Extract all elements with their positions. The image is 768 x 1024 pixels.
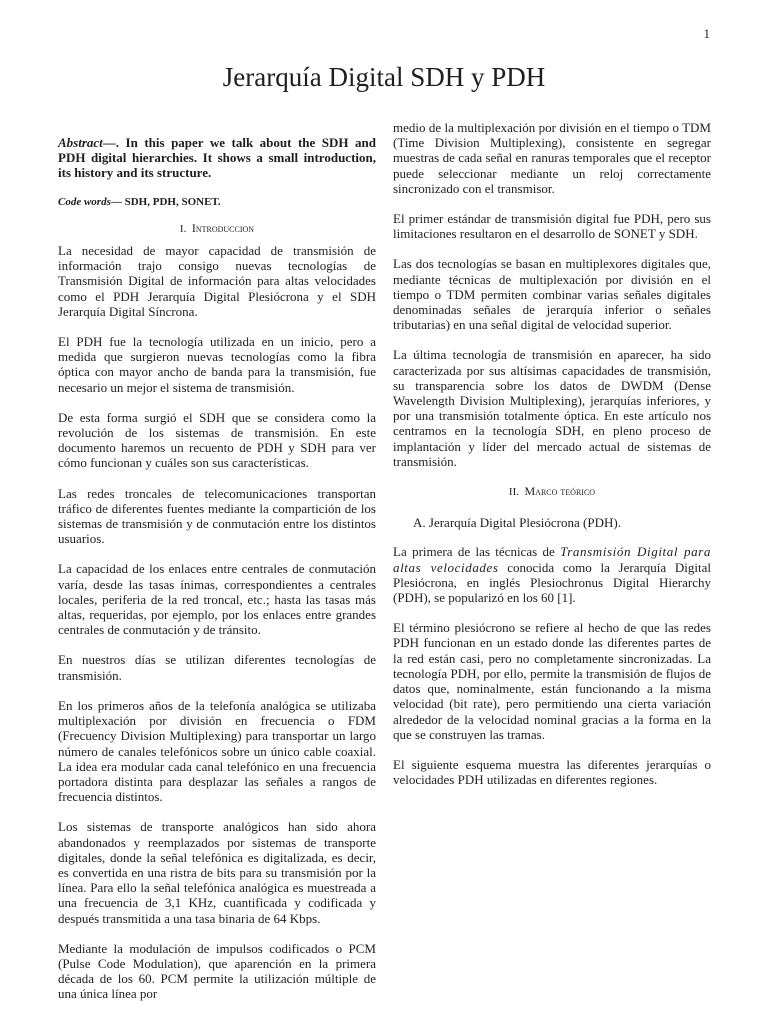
right-column (393, 120, 711, 802)
paragraph: El PDH fue la tecnología utilizada en un inicio, pero a medida que surgieron nuevas tecnologías como la fibra óptica con mayor ancho de banda para la transmisión, fue necesario un mejor el sistema de transmisión. (58, 334, 376, 395)
keywords-text: — SDH, PDH, SONET. (110, 195, 221, 208)
abstract-dash: —. (102, 135, 120, 150)
paragraph: El siguiente esquema muestra las diferentes jerarquías o velocidades PDH utilizadas en diferentes regiones. (393, 756, 711, 788)
pdh-intro-emphasis: Transmisión Digital para altas velocidades (393, 544, 711, 575)
paragraph: La necesidad de mayor capacidad de transmisión de información trajo consigo nuevas tecnologías de Transmisión Digital de información para altas velocidades como el PDH Jerarquía Digital Plesiócrona y el SDH Jerarquía Digital Síncrona. (58, 243, 376, 319)
subsection-heading-pdh: A. Jerarquía Digital Plesiócrona (PDH). (413, 515, 621, 531)
paragraph: Las redes troncales de telecomunicaciones transportan tráfico de diferentes fuentes mediante la compartición de los sistemas de transmisión y de conmutación entre los distintos usuarios. (58, 485, 376, 547)
paragraph: En nuestros días se utilizan diferentes tecnologías de transmisión. (58, 652, 376, 683)
section-number: II. (508, 486, 519, 499)
pdh-intro-after: conocida como la Jerarquía Digital Plesiócrona, en inglés Plesiochronus Digital Hierarchy (PDH), se popularizó en los 60 [1]. (393, 559, 711, 606)
paragraph: La capacidad de los enlaces entre centrales de conmutación varía, desde las tasas ínimas, correspondientes a centrales locales, periferia de la red troncal, etc.; hasta las tasas más altas, requeridas, por ejemplo, por los enlaces entre grandes centrales de conmutación y de tránsito. (58, 561, 376, 638)
paragraph: De esta forma surgió el SDH que se considera como la revolución de los sistemas de transmisión. En este documento haremos un recuento de PDH y SDH para ver cómo funcionan y cuáles son sus características. (58, 409, 376, 471)
pdh-intro-before: La primera de las técnicas de (393, 544, 561, 560)
paragraph: Mediante la modulación de impulsos codificados o PCM (Pulse Code Modulation), que aparención en la primera década de los 60. PCM permite la utilización múltiple de una única línea por (58, 940, 376, 1002)
paragraph: La última tecnología de transmisión en aparecer, ha sido caracterizada por sus altísimas capacidades de transmisión, su transparencia sobre los datos de DWDM (Dense Wavelength Division Multiplexing), jerarquías inferiores, y por una transmisión totalmente óptica. En este artículo nos centramos en la tecnología SDH, en pleno proceso de implantación y líder del mercado actual de sistemas de transmisión. (393, 347, 711, 469)
paragraph-pdh-intro (393, 544, 711, 605)
page-number: 1 (703, 26, 710, 41)
section-heading-introduccion (58, 221, 376, 237)
paragraph: Las dos tecnologías se basan en multiplexores digitales que, mediante técnicas de multiplexación por división en el tiempo o TDM permiten combinar varias señales digitales denominadas señales de jerarquía inferior o señales tributarias) en una señal digital de velocidad superior. (393, 256, 711, 333)
section-title: Marco teórico (524, 484, 596, 499)
abstract-text: In this paper we talk about the SDH and PDH digital hierarchies. It shows a small introduction, its history and its structure. (58, 135, 376, 181)
paragraph: El término plesiócrono se refiere al hecho de que las redes PDH funcionan en un estado donde las diferentes partes de la red están casi, pero no completamente sincronizadas. La tecnología PDH, por ello, permite la transmisión de flujos de datos que, nominalmente, están funcionando a la misma velocidad (bit rate), pero permitiendo una cierta variación alrededor de la velocidad nominal gracias a la forma en la que se construyen las tramas. (393, 620, 711, 742)
paragraph: medio de la multiplexación por división en el tiempo o TDM (Time Division Multiplexing), consistente en segregar muestras de cada señal en ranuras temporales que el receptor puede seleccionar mediante un reloj correctamente sincronizado con el transmisor. (393, 120, 711, 196)
left-column (58, 120, 376, 1017)
keywords-lead: Code words (58, 195, 111, 208)
section-heading-marco-teorico (393, 484, 711, 500)
paragraph: El primer estándar de transmisión digital fue PDH, pero sus limitaciones resultaron en el desarrollo de SONET y SDH. (393, 211, 711, 242)
abstract-lead: Abstract (58, 135, 103, 150)
keywords (58, 195, 376, 210)
paragraph: En los primeros años de la telefonía analógica se utilizaba multiplexación por división en frecuencia o FDM (Frecuency Division Multiplexing) para transportar un largo número de canales telefónicos sobre un único cable coaxial. La idea era modular cada canal telefónico en una frecuencia portadora distinta para desplazar las señales a rangos de frecuencia distintos. (58, 697, 376, 805)
section-number: I. (179, 222, 187, 235)
section-title: Introduccion (191, 220, 255, 235)
paper-title: Jerarquía Digital SDH y PDH (222, 62, 546, 92)
paragraph: Los sistemas de transporte analógicos han sido ahora abandonados y reemplazados por sistemas de transporte digitales, donde la señal telefónica es digitalizada, es decir, es convertida en una ristra de bits para su transmisión por la línea. Para ello la señal telefónica analógica es muestreada a una frecuencia de 3,1 KHz, cuantificada y codificada y después transmitida a una tasa binaria de 64 Kbps. (58, 819, 376, 926)
abstract (58, 135, 376, 181)
